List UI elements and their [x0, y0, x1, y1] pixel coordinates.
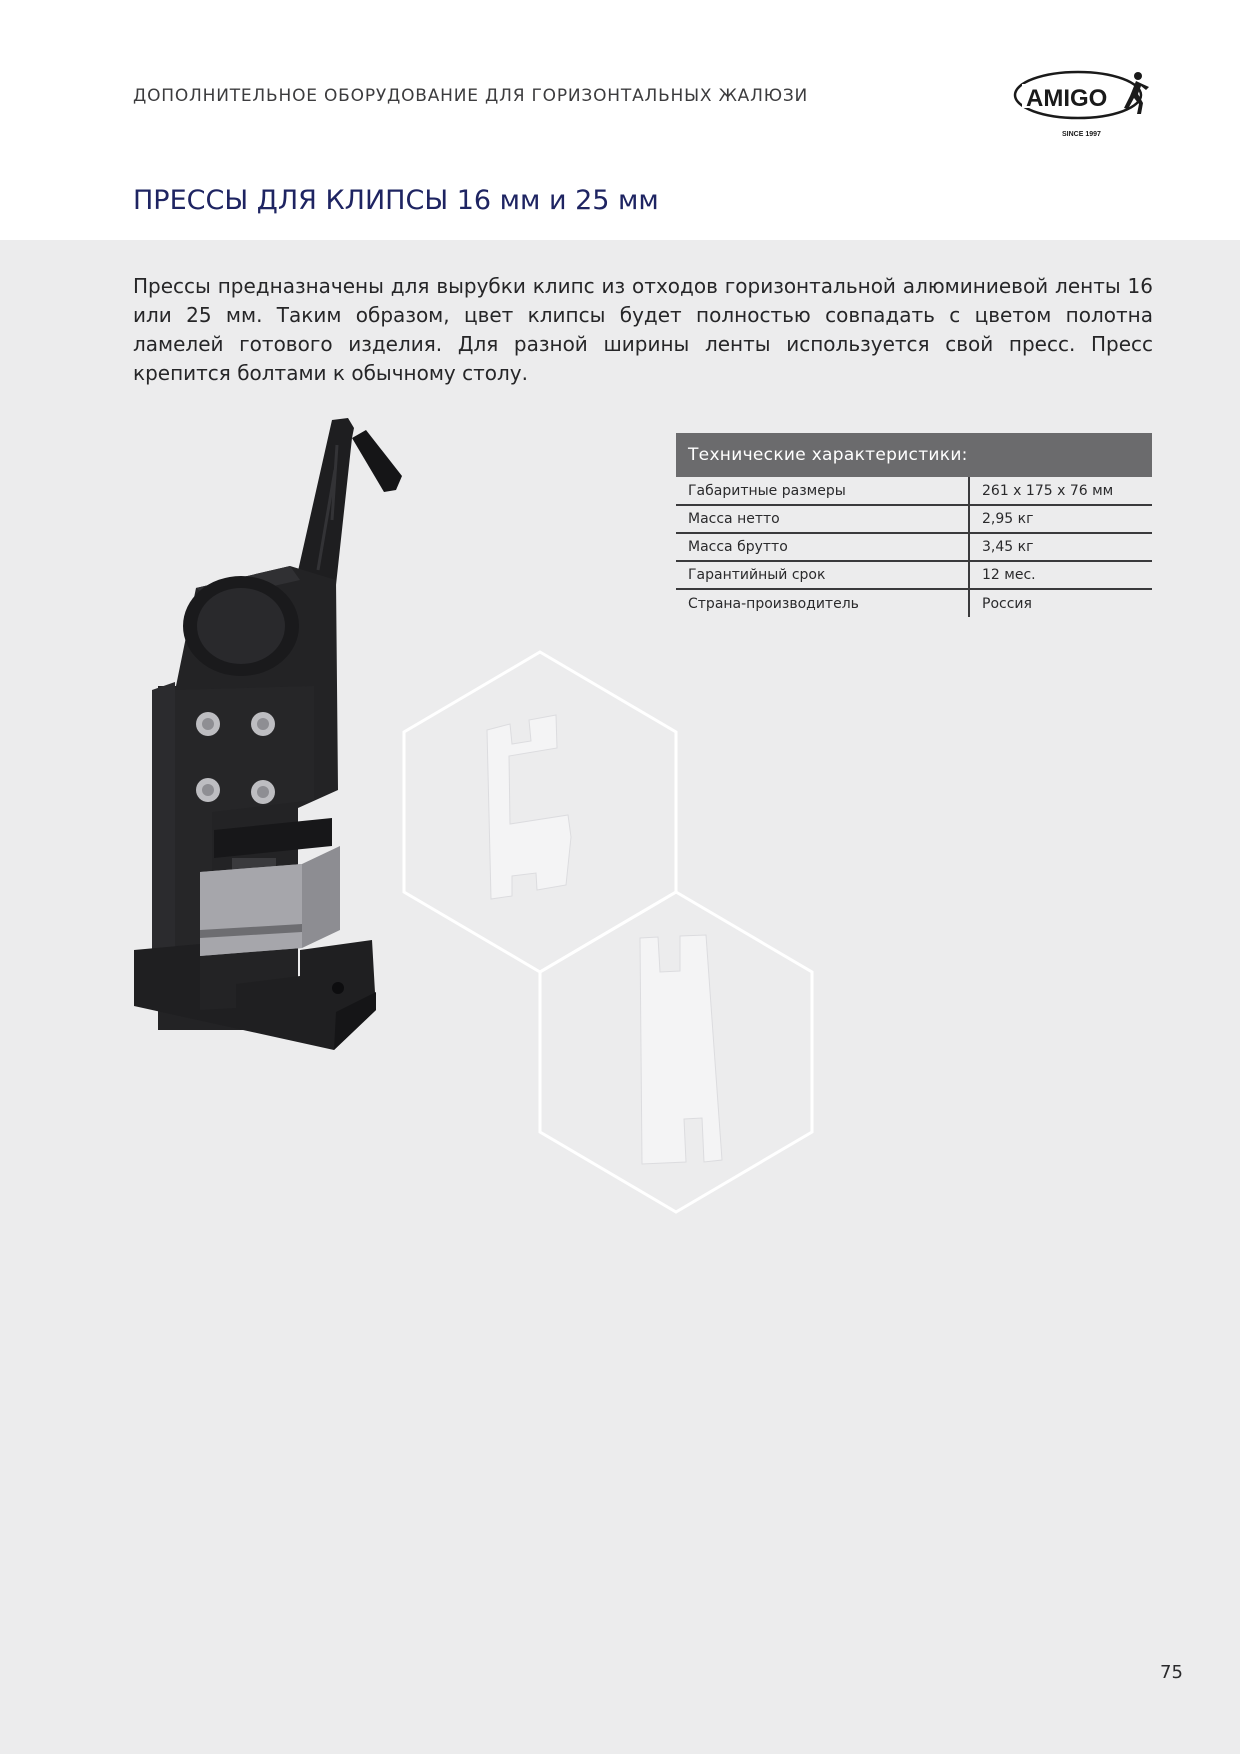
specs-heading: Технические характеристики: — [676, 433, 1152, 477]
clip-16mm-image — [487, 715, 571, 899]
specs-table — [676, 433, 1152, 617]
spec-label: Габаритные размеры — [676, 477, 969, 505]
spec-label: Масса нетто — [676, 505, 969, 533]
spec-value: 12 мес. — [969, 561, 1152, 589]
table-row — [676, 505, 1152, 533]
clip-press-image — [134, 418, 402, 1050]
clip-25mm-image — [640, 935, 722, 1164]
section-caption: ДОПОЛНИТЕЛЬНОЕ ОБОРУДОВАНИЕ ДЛЯ ГОРИЗОНТАЛЬНЫХ ЖАЛЮЗИ — [133, 86, 809, 106]
press-handle — [352, 430, 402, 492]
page-header — [0, 0, 1240, 240]
spec-label: Масса брутто — [676, 533, 969, 561]
intro-paragraph: Прессы предназначены для вырубки клипс из отходов горизонтальной алюминиевой ленты 16 или 25 мм. Таким образом, цвет клипсы будет полностью совпадать с цветом полотна ламелей готового изделия. Для разной ширины ленты используется свой пресс. Пресс крепится болтами к обычному столу. — [133, 274, 1153, 385]
logo-wordmark: AMIGO — [1026, 85, 1108, 112]
runner-icon — [1124, 72, 1149, 114]
table-row — [676, 477, 1152, 505]
spec-value: Россия — [982, 595, 1032, 612]
table-row — [676, 589, 1152, 617]
spec-value: 2,95 кг — [969, 505, 1152, 533]
table-row — [676, 533, 1152, 561]
page-number: 75 — [1160, 1662, 1183, 1683]
table-row — [676, 561, 1152, 589]
spec-label: Страна-производитель — [676, 589, 969, 617]
spec-value: 3,45 кг — [969, 533, 1152, 561]
logo-tagline: SINCE 1997 — [1062, 131, 1101, 138]
specs-rows — [676, 477, 1152, 617]
amigo-logo — [1012, 62, 1152, 142]
spec-label: Гарантийный срок — [676, 561, 969, 589]
hexagon-outline-top — [404, 652, 676, 972]
page-title: ПРЕССЫ ДЛЯ КЛИПСЫ 16 мм и 25 мм — [133, 185, 659, 216]
spec-value: 261 х 175 х 76 мм — [969, 477, 1152, 505]
